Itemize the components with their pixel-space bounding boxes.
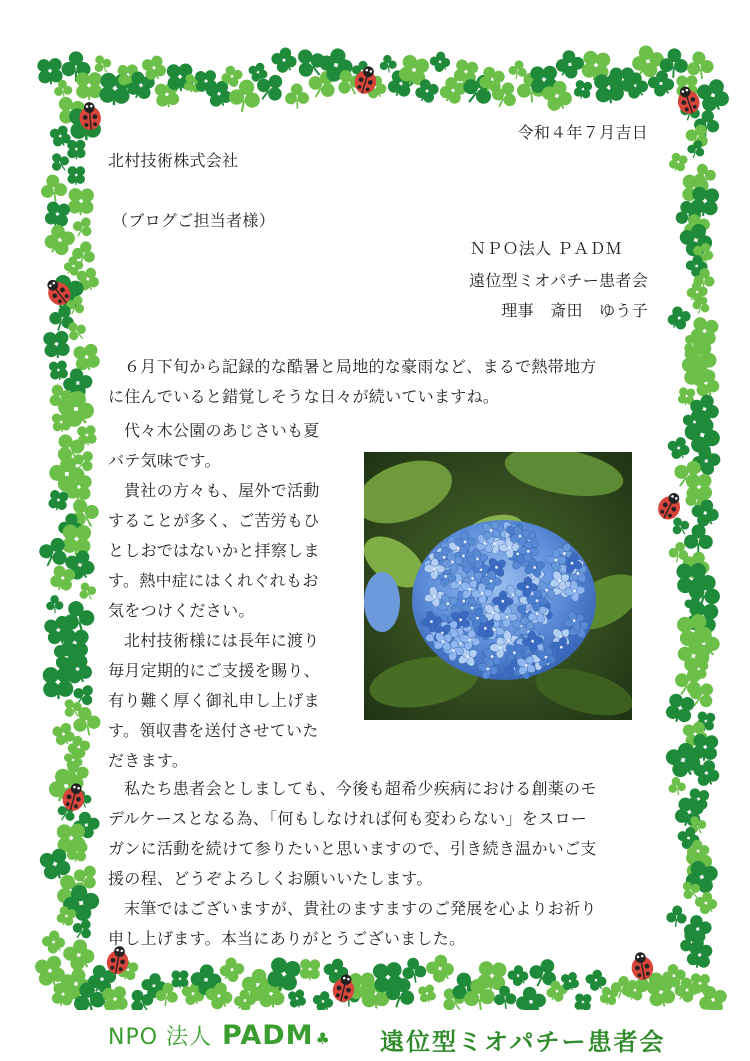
body-line: 貴社の方々も、屋外で活動 <box>124 481 320 500</box>
body-line: 有り難く厚く御礼申し上げま <box>108 691 320 710</box>
body-line: することが多く、ご苦労もひ <box>108 511 320 530</box>
clover-icon <box>665 305 693 333</box>
footer-padm-logo: PADM <box>222 1020 314 1051</box>
body-line: としおではないかと拝察しま <box>108 541 320 560</box>
clover-icon <box>573 79 593 100</box>
body-line: ６月下旬から記録的な酷暑と局地的な豪雨など、まるで熱帯地方 <box>124 357 597 376</box>
clover-icon <box>60 937 98 975</box>
body-line: 申し上げます。本当にありがとうございました。 <box>108 929 466 948</box>
body-line: バテ気味です。 <box>108 451 221 470</box>
footer-npo-label: NPO 法人 <box>108 1025 213 1050</box>
clover-icon <box>42 666 73 699</box>
clover-icon <box>269 45 299 76</box>
body-line: に住んでいると錯覚しそうな日々が続いていますね。 <box>108 387 500 406</box>
sender-org: ＮＰＯ法人 ＰＡＤＭ <box>469 239 622 258</box>
clover-icon <box>695 77 732 115</box>
clover-icon <box>552 48 586 83</box>
clover-icon <box>574 993 592 1010</box>
clover-icon <box>48 360 68 381</box>
clover-icon <box>43 330 71 359</box>
clover-icon: ♣ <box>315 1029 330 1048</box>
sender-group: 遠位型ミオパチー患者会 <box>469 271 648 290</box>
clover-icon <box>67 140 86 160</box>
letter-date: 令和４年７月吉日 <box>517 123 648 142</box>
clover-icon <box>62 524 92 556</box>
body-line: 毎月定期的にご支援を賜り、 <box>108 661 320 680</box>
clover-icon <box>665 904 688 928</box>
body-line: 援の程、どうぞよろしくお願いいたします。 <box>108 869 433 888</box>
clover-icon <box>311 990 335 1010</box>
clover-icon <box>285 83 310 109</box>
clover-icon <box>300 959 321 981</box>
clover-icon <box>693 890 720 917</box>
clover-icon <box>512 984 548 1010</box>
clover-icon <box>47 489 69 512</box>
clover-icon <box>417 984 437 1005</box>
ladybug-icon <box>654 489 686 524</box>
clover-icon <box>382 974 419 1010</box>
clover-icon <box>51 412 71 433</box>
recipient-company: 北村技術株式会社 <box>108 151 239 170</box>
recipient-attention: （ブログご担当者様） <box>112 211 276 230</box>
body-line: す。熱中症にはくれぐれもお <box>108 571 319 590</box>
clover-icon <box>44 200 71 229</box>
clover-icon <box>171 970 188 988</box>
clover-icon <box>41 222 78 259</box>
body-line: だきます。 <box>108 751 189 770</box>
clover-icon <box>68 188 94 216</box>
clover-icon <box>65 473 92 502</box>
clover-icon <box>67 166 85 185</box>
body-line: デルケースとなる為、「何もしなければ何も変わらない」をスロー <box>108 809 588 828</box>
body-line: 北村技術様には長年に渡り <box>124 631 320 650</box>
clover-icon <box>378 54 397 74</box>
body-line: 気をつけください。 <box>108 601 255 620</box>
clover-icon <box>101 985 129 1010</box>
hydrangea-photo <box>364 452 632 720</box>
clover-icon <box>75 579 99 603</box>
clover-icon <box>39 173 69 204</box>
clover-icon <box>506 963 531 989</box>
clover-icon <box>76 72 102 100</box>
footer-group-name: 遠位型ミオパチー患者会 <box>380 1028 666 1056</box>
clover-icon <box>666 435 692 461</box>
clover-icon <box>684 524 713 555</box>
body-line: す。領収書を送付させていた <box>108 721 319 740</box>
clover-icon <box>428 50 453 75</box>
clover-icon <box>424 952 458 986</box>
clover-icon <box>664 692 696 725</box>
sender-person: 理事 斎田 ゆう子 <box>501 301 648 320</box>
clover-icon <box>666 775 687 796</box>
footer-organization <box>108 1020 330 1054</box>
body-line: 末筆ではございますが、貴社のますますのご発展を心よりお祈り <box>124 899 597 918</box>
clover-icon <box>46 595 64 614</box>
body-line: 代々木公園のあじさいも夏 <box>124 421 320 440</box>
body-line: ガンに活動を続けて参りたいと思いますので、引き続き温かいご支 <box>108 839 597 858</box>
clover-icon <box>667 151 688 173</box>
body-line: 私たち患者会としましても、今後も超希少疾病における創薬のモ <box>124 779 597 798</box>
clover-icon <box>287 989 307 1010</box>
